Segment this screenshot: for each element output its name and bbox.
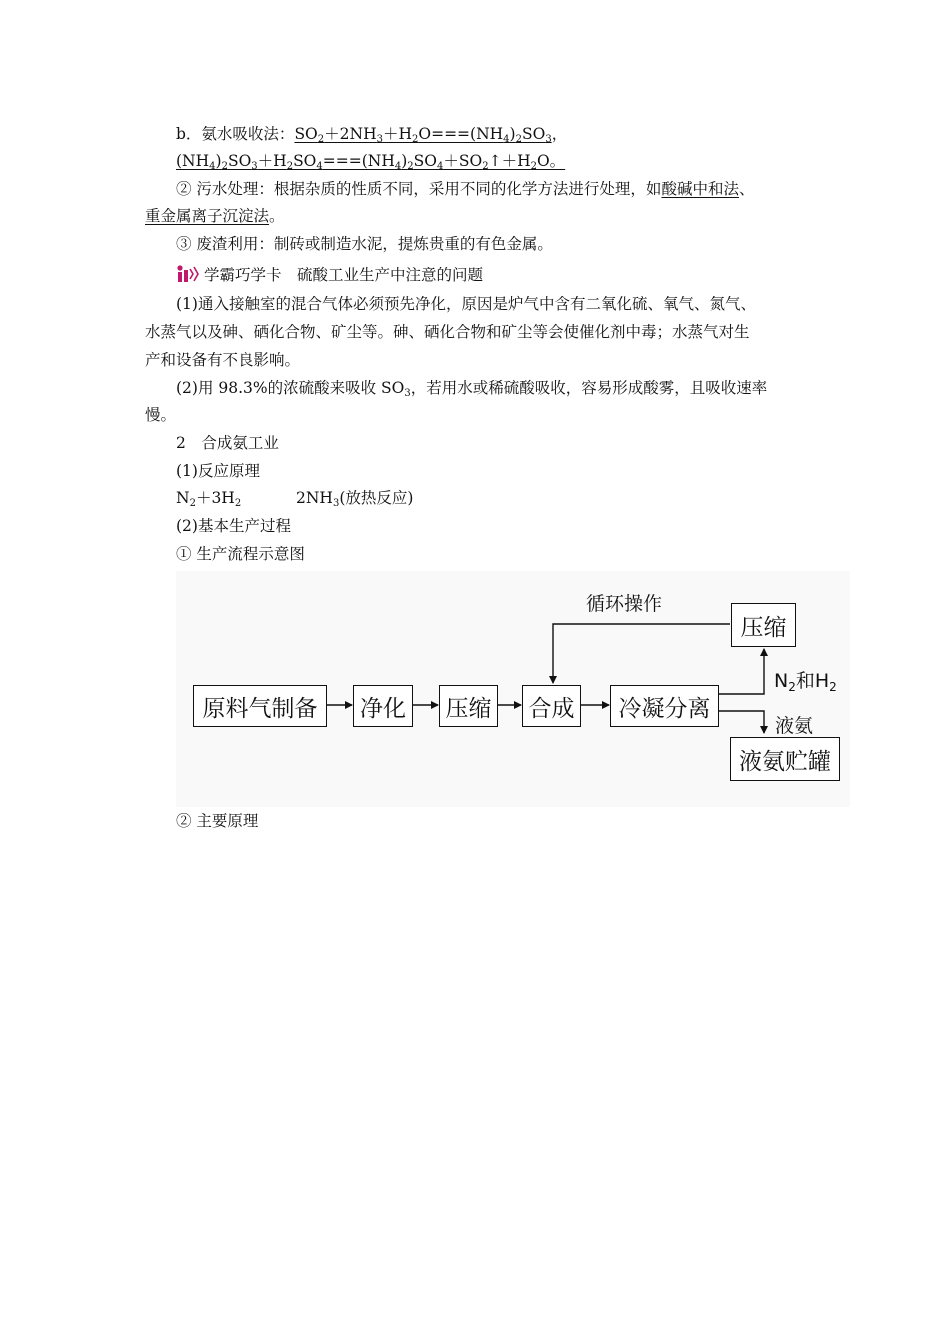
box-compression: 压缩	[439, 685, 498, 727]
label-recycle: 循环操作	[586, 593, 663, 615]
arrow-recycle	[553, 624, 730, 683]
wastewater-line1: ② 污水处理：根据杂质的性质不同，采用不同的化学方法进行处理，如酸碱中和法、	[176, 180, 755, 198]
tip-card-title: 学霸巧学卡 硫酸工业生产中注意的问题	[176, 264, 483, 286]
study-tip-icon	[176, 264, 202, 284]
tip2-line2: 慢。	[145, 406, 177, 424]
tip1-line2: 水蒸气以及砷、硒化合物、矿尘等。砷、硒化合物和矿尘等会使催化剂中毒；水蒸气对生	[145, 323, 750, 341]
equation-2: $(NH_4)_2SO_3+H_2SO_4===(NH_4)_2SO_4+SO_2↑+H_2O$。	[176, 152, 566, 172]
box-liquid-ammonia-tank: 液氨贮罐	[730, 737, 840, 781]
main-principle-heading: ② 主要原理	[176, 812, 259, 830]
tip1-line3: 产和设备有不良影响。	[145, 351, 301, 369]
box-recompression: 压缩	[731, 603, 796, 647]
ammonia-absorption-line2	[176, 150, 565, 172]
residue-line: ③ 废渣利用：制砖或制造水泥，提炼贵重的有色金属。	[176, 235, 553, 253]
wastewater-line2: 重金属离子沉淀法。	[145, 207, 285, 225]
arrow-condense-to-compress2	[719, 649, 764, 694]
reaction-equation-left: $N_2+3H_2$	[176, 489, 242, 509]
heavy-metal-precipitation: 重金属离子沉淀法	[145, 207, 270, 225]
label-liquid-ammonia: 液氨	[775, 715, 814, 737]
tip1-line1: (1)通入接触室的混合气体必须预先净化，原因是炉气中含有二氧化硫、氧气、氮气、	[176, 295, 756, 313]
box-synthesis: 合成	[522, 685, 581, 727]
ammonia-flow-diagram	[176, 571, 850, 807]
section-heading: 2 合成氨工业	[176, 434, 279, 452]
acid-base-neutralization: 酸碱中和法	[661, 180, 739, 198]
box-purification: 净化	[353, 685, 413, 727]
equation-1: $SO_2+2NH_3+H_2O===(NH_4)_2SO_3$	[294, 125, 552, 145]
ammonia-absorption-line1: b．氨水吸收法：$SO_2+2NH_3+H_2O===(NH_4)_2SO_3$，	[176, 125, 568, 145]
box-condensation-separation: 冷凝分离	[610, 685, 719, 727]
box-raw-gas-prep: 原料气制备	[193, 685, 327, 727]
reaction-principle-heading: (1)反应原理	[176, 462, 260, 480]
production-process-heading: (2)基本生产过程	[176, 517, 291, 535]
tip2-line1: (2)用 98.3%的浓硫酸来吸收 $SO_3$，若用水或稀硫酸吸收，容易形成酸雾，且吸收速率	[176, 379, 768, 399]
reaction-equation-right: $2NH_3$(放热反应)	[296, 489, 414, 509]
arrow-condense-to-tank	[719, 711, 764, 733]
label-n2-h2: $N_2$和$H_2$	[774, 670, 837, 694]
flow-chart-title: ① 生产流程示意图	[176, 545, 305, 563]
